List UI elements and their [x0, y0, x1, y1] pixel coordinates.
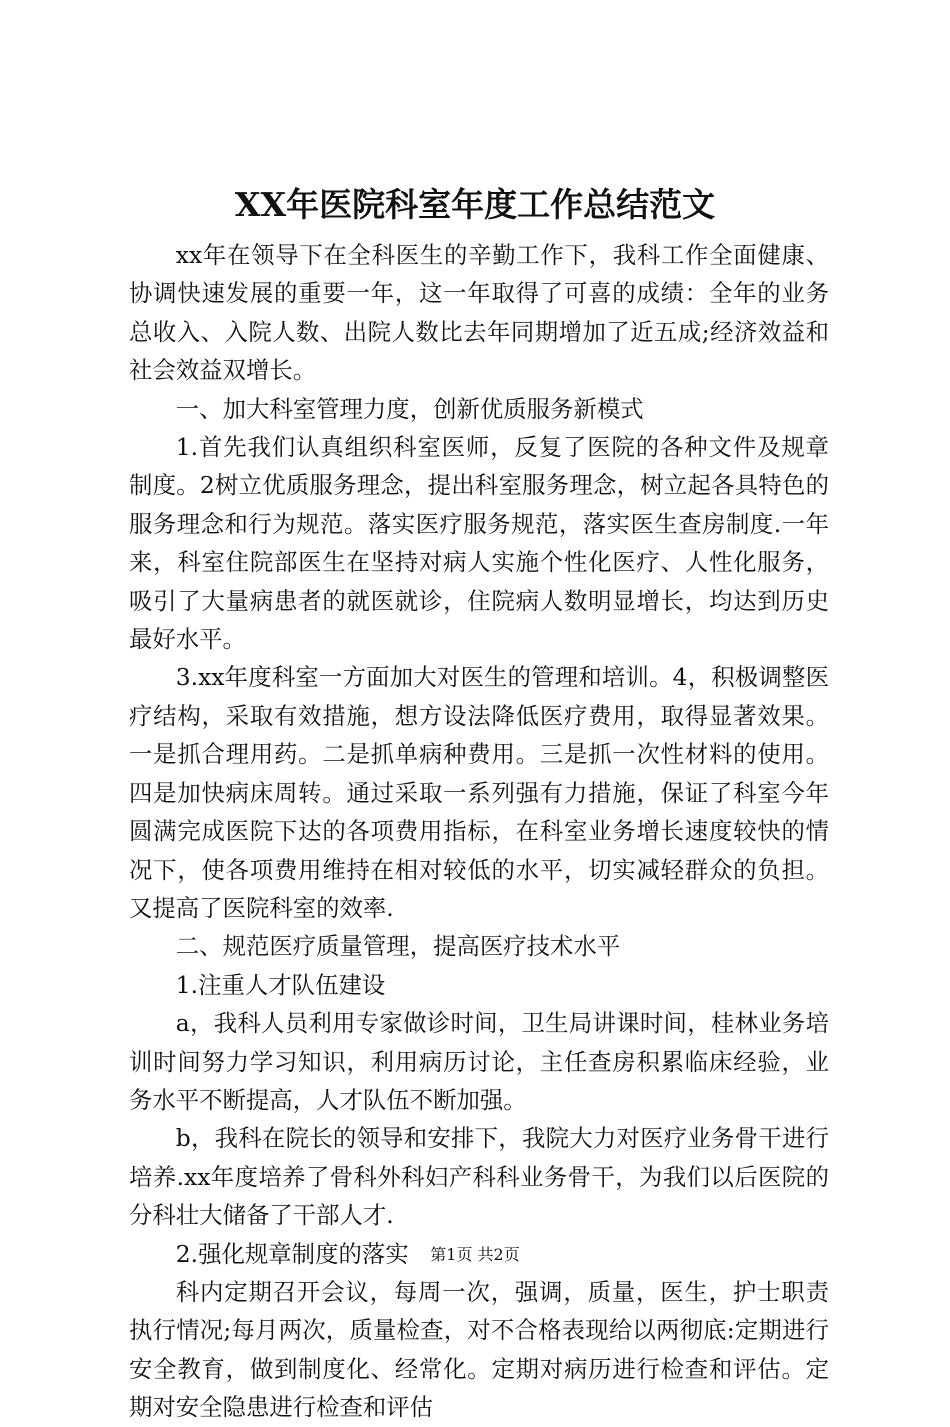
paragraph-item-3: 3.xx年度科室一方面加大对医生的管理和培训。4，积极调整医疗结构，采取有效措施，想方设法降低医疗费用，取得显著效果。一是抓合理用药。二是抓单病种费用。三是抓一次性材料的使用。四是加快病床周转。通过采取一系列强有力措施，保证了科室今年圆满完成医院下达的各项费用指标，在科室业务增长速度较快的情况下，使各项费用维持在相对较低的水平，切实减轻群众的负担。又提高了医院科室的效率. — [129, 663, 829, 922]
paragraph-meetings: 科内定期召开会议，每周一次，强调，质量，医生，护士职责执行情况;每月两次，质量检查，对不合格表现给以两彻底:定期进行安全教育，做到制度化、经常化。定期对病历进行检查和评估。定期对安全隐患进行检查和评估 — [129, 1277, 829, 1422]
document-title: XX年医院科室年度工作总结范文 — [234, 185, 716, 224]
section-heading-1: 一、加大科室管理力度，创新优质服务新模式 — [175, 394, 644, 423]
section-heading-2: 二、规范医疗质量管理，提高医疗技术水平 — [175, 932, 621, 961]
paragraph-a: a，我科人员利用专家做诊时间，卫生局讲课时间，桂林业务培训时间努力学习知识，利用病历讨论，主任查房积累临床经验，业务水平不断提高，人才队伍不断加强。 — [129, 1009, 829, 1114]
paragraph-intro: xx年在领导下在全科医生的辛勤工作下，我科工作全面健康、协调快速发展的重要一年，这一年取得了可喜的成绩：全年的业务总收入、入院人数、出院人数比去年同期增加了近五成;经济效益和社会效益双增长。 — [129, 241, 829, 385]
subheading-rules: 2.强化规章制度的落实 — [175, 1239, 409, 1268]
paragraph-b: b，我科在院长的领导和安排下，我院大力对医疗业务骨干进行培养.xx年度培养了骨科外科妇产科科业务骨干，为我们以后医院的分科壮大储备了干部人才. — [129, 1124, 829, 1230]
page-footer: 第1页 共2页 — [430, 1245, 520, 1264]
paragraph-item-1: 1.首先我们认真组织科室医师，反复了医院的各种文件及规章制度。2树立优质服务理念，提出科室服务理念，树立起各具特色的服务理念和行为规范。落实医疗服务规范，落实医生查房制度.一年来，科室住院部医生在坚持对病人实施个性化医疗、人性化服务，吸引了大量病患者的就医就诊，住院病人数明显增长，均达到历史最好水平。 — [129, 433, 829, 654]
subheading-talent: 1.注重人才队伍建设 — [175, 970, 386, 999]
